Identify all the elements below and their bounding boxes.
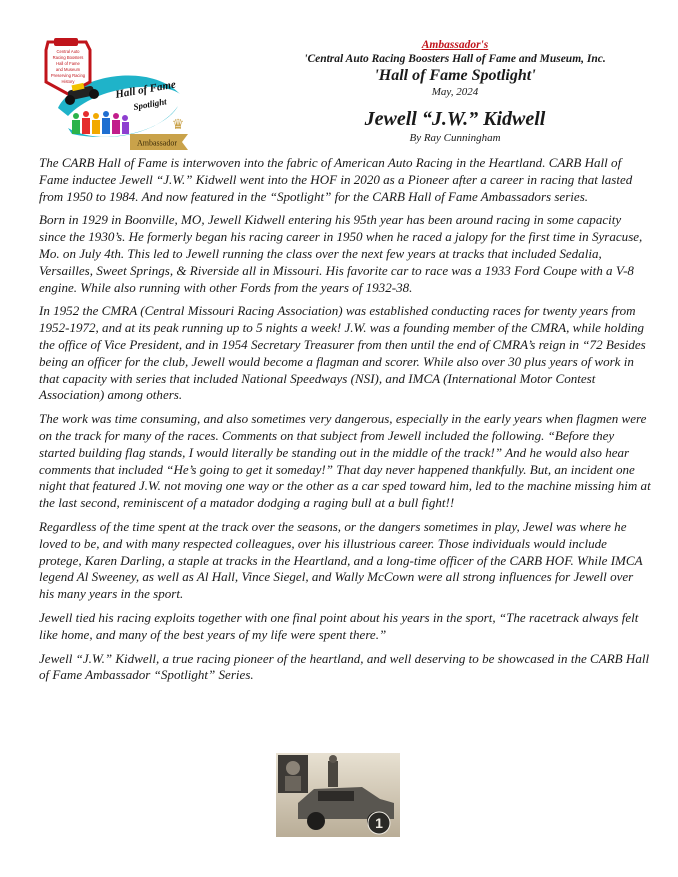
badge-line-1: Racing Boosters [52,55,84,60]
paragraph: Born in 1929 in Boonville, MO, Jewell Kidwell entering his 95th year has been around racing in some capacity since the 1930’s. He formerly began his racing career in 1950 when he raced a jalopy for the first time in Syracuse, Mo. on July 4th. This led to Jewell running the class over the next few years at tracks that included Sedalia, Versailles, Sweet Springs, & Riverside all in Missouri. His favorite car to race was a 1933 Ford Coupe with a V-8 engine. While also running with other Fords from the years of 1932-38. [39,212,643,295]
person-figure-icon [328,761,338,787]
ambassador-heading: Ambassador's [421,39,489,51]
badge-line-5: History [61,79,75,84]
portrait-face-icon [286,761,300,775]
paragraph: The CARB Hall of Fame is interwoven into the fabric of American Auto Racing in the Heartland. CARB Hall of Fame inductee Jewell “J.W.” Kidwell went into the HOF in 2020 as a Pioneer after a career in racing that lasted from 1950 to 1984. And now featured in the “Spotlight” for the CARB Hall of Fame Ambassadors series. [39,155,633,204]
crown-icon: ♛ [171,118,185,133]
byline: By Ray Cunningham [409,132,501,144]
paragraph: Jewell tied his racing exploits together with one final point about his years in the sport, “The racetrack always felt like home, and many of the best years of my life were spent there.” [39,609,639,642]
article-title: Jewell “J.W.” Kidwell [364,108,546,130]
hall-of-fame-spotlight-logo [38,36,188,154]
paragraph: In 1952 the CMRA (Central Missouri Racing Association) was established conducting races for twenty years from 1952-1972, and at its peak running up to 5 nights a week! J.W. was a founding member of the CMRA, while holding the office of Vice President, and in 1954 Secretary Treasurer from then until the end of CMRA’s reign in “72 Besides being an officer for the club, Jewell would become a flagman and scorer. While also over 30 plus years of work in that capacity with series that included National Speedways (NSI), and IMCA (International Motor Contest Association) among others. [39,303,646,403]
paragraph: Regardless of the time spent at the track over the seasons, or the dangers sometimes in play, Jewel was where he loved to be, and with many respected colleagues, over his illustrious career. Those individuals would include protege, Karen Darling, a staple at tracks in the Heartland, and a long-time officer of the CARB HOF. While IMCA legend Al Sweeney, as well as Al Hall, Vince Siegel, and Wally McCown were all strong influences for Jewell over his many years in the sport. [39,518,643,602]
car-wheel-icon [307,812,325,830]
crowd-figures-icon [72,111,129,134]
ambassador-ribbon-label: Ambassador [137,138,177,148]
badge-line-2: Hall of Fame [56,61,80,66]
paragraph: Jewell “J.W.” Kidwell, a true racing pioneer of the heartland, and well deserving to be showcased in the CARB Hall of Fame Ambassador “Spotlight” Series. [39,650,650,683]
badge-line-4: Preserving Racing [50,73,86,78]
paragraph: The work was time consuming, and also sometimes very dangerous, especially in the early years when flagmen were on the track for many of the races. Comments on that subject from Jewell included the following. “Before they started building flag stands, I would literally be standing out in the middle of the track!” And he would also hear comments that included “He’s going to get it someday!” That day never happened thankfully. But, an incident one night that featured J.W. not moving one way or the other as a car sped toward him, led to the machine missing him at the last second, reminiscent of a matador dodging a raging bull at a bull fight!! [39,411,651,511]
logo-script-line2: Spotlight [132,96,168,112]
article-body [39,155,651,691]
car-number: 1 [375,815,383,831]
badge-line-3: and Museum [55,67,81,72]
issue-date: May, 2024 [431,86,479,98]
kidwell-race-car-photo [276,753,400,837]
spotlight-heading: 'Hall of Fame Spotlight' [374,67,536,84]
badge-top-shape [54,38,78,46]
logo-script-line1: Hall of Fame [114,78,177,101]
header [250,38,660,145]
badge-line-0: Central Auto [56,49,80,54]
organization-name: 'Central Auto Racing Boosters Hall of Fame and Museum, Inc. [304,53,606,65]
